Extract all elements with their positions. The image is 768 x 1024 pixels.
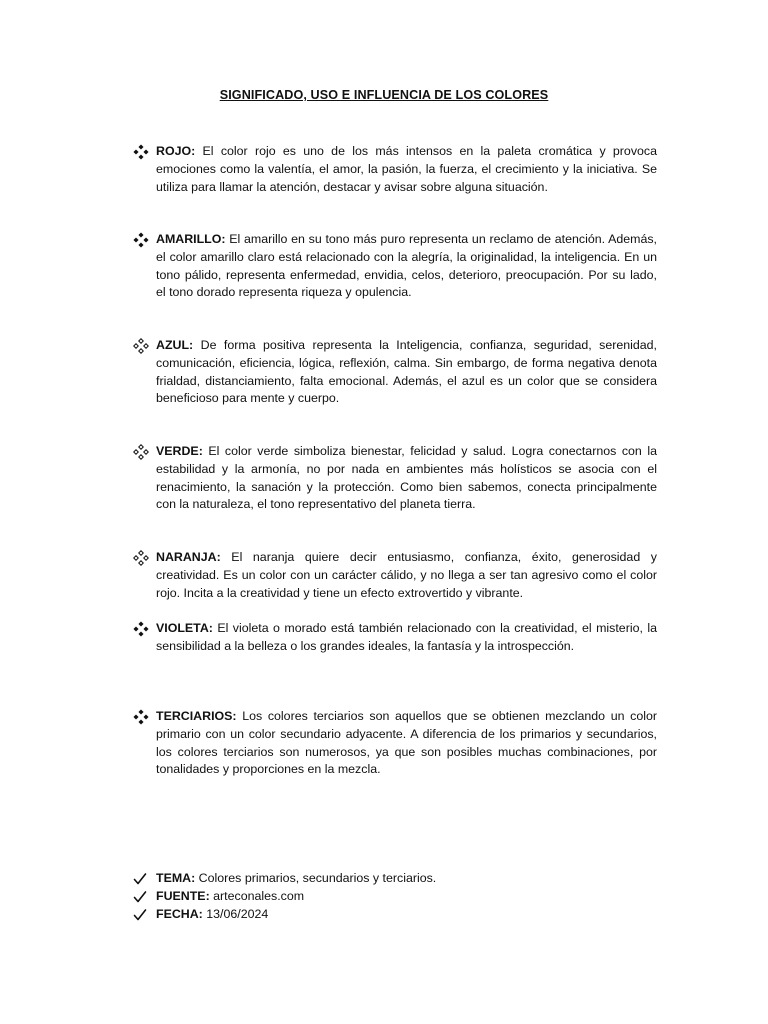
entry-description: El amarillo en su tono más puro representa un reclamo de atención. Además, el color amarillo claro está relacionado con la alegría, la originalidad, la inteligencia. En un tono pálido, representa enfermedad, envidia, celos, deterioro, preocupación. Por su lado, el tono dorado representa riqueza y opulencia.: [156, 232, 657, 300]
entry-label: VERDE:: [156, 444, 203, 458]
entry-description: El naranja quiere decir entusiasmo, confianza, éxito, generosidad y creatividad. Es un color con un carácter cálido, y no llega a ser tan agresivo como el color rojo. Incita a la creatividad y tiene un efecto extrovertido y vibrante.: [156, 550, 657, 600]
entry-text: [156, 620, 657, 656]
entry-violeta: [133, 620, 657, 656]
meta-text: [156, 888, 633, 906]
outline-diamond-bullet-icon: [133, 337, 149, 355]
entry-text: [156, 337, 657, 408]
entry-verde: [133, 443, 657, 514]
entry-text: [156, 549, 657, 602]
meta-value: arteconales.com: [209, 888, 305, 903]
entry-label: VIOLETA:: [156, 621, 213, 635]
meta-value: 13/06/2024: [202, 906, 269, 921]
meta-item-fuente: [133, 888, 633, 906]
filled-diamond-bullet-icon: [133, 708, 149, 726]
entry-amarillo: [133, 231, 657, 302]
checkmark-icon: [133, 908, 147, 922]
entry-rojo: [133, 143, 657, 196]
meta-label: FECHA:: [156, 906, 203, 921]
entry-label: AZUL:: [156, 338, 194, 352]
meta-value: Colores primarios, secundarios y terciarios.: [195, 871, 437, 885]
meta-label: FUENTE:: [156, 888, 210, 903]
meta-text: [156, 870, 633, 888]
entry-text: [156, 231, 657, 302]
entry-label: NARANJA:: [156, 550, 221, 564]
entry-description: El color verde simboliza bienestar, felicidad y salud. Logra conectarnos con la estabilidad y la armonía, no por nada en ambientes más holísticos se asocia con el renacimiento, la sanación y la protección. Como bien sabemos, conecta principalmente con la naturaleza, el tono representativo del planeta tierra.: [156, 444, 657, 512]
entry-label: AMARILLO:: [156, 232, 226, 246]
entry-description: De forma positiva representa la Inteligencia, confianza, seguridad, serenidad, comunicación, eficiencia, lógica, reflexión, calma. Sin embargo, de forma negativa denota frialdad, distanciamiento, falta emocional. Además, el azul es un color que se considera beneficioso para mente y cuerpo.: [156, 338, 657, 406]
meta-text: [156, 906, 633, 924]
entry-description: El color rojo es uno de los más intensos en la paleta cromática y provoca emociones como la valentía, el amor, la pasión, la fuerza, el crecimiento y la iniciativa. Se utiliza para llamar la atención, destacar y avisar sobre alguna situación.: [156, 144, 657, 194]
document-title: SIGNIFICADO, USO E INFLUENCIA DE LOS COLORES: [219, 88, 549, 102]
checkmark-icon: [133, 890, 147, 904]
entry-terciarios: [133, 708, 657, 779]
entry-label: TERCIARIOS:: [156, 709, 237, 723]
meta-item-tema: [133, 870, 633, 888]
entry-text: [156, 443, 657, 514]
entry-text: [156, 708, 657, 779]
meta-item-fecha: [133, 906, 633, 924]
entry-description: El violeta o morado está también relacionado con la creatividad, el misterio, la sensibilidad a la belleza o los grandes ideales, la fantasía y la introspección.: [156, 621, 657, 653]
filled-diamond-bullet-icon: [133, 143, 149, 161]
checkmark-icon: [133, 872, 147, 886]
metadata-list: [133, 870, 633, 923]
filled-diamond-bullet-icon: [133, 620, 149, 638]
entry-naranja: [133, 549, 657, 602]
entry-text: [156, 143, 657, 196]
entry-azul: [133, 337, 657, 408]
meta-label: TEMA:: [156, 871, 196, 885]
filled-diamond-bullet-icon: [133, 231, 149, 249]
entry-label: ROJO:: [156, 144, 196, 158]
outline-diamond-bullet-icon: [133, 549, 149, 567]
entry-description: Los colores terciarios son aquellos que se obtienen mezclando un color primario con un color secundario adyacente. A diferencia de los primarios y secundarios, los colores terciarios son numerosos, ya que son posibles muchas combinaciones, por tonalidades y proporciones en la mezcla.: [156, 709, 657, 777]
outline-diamond-bullet-icon: [133, 443, 149, 461]
